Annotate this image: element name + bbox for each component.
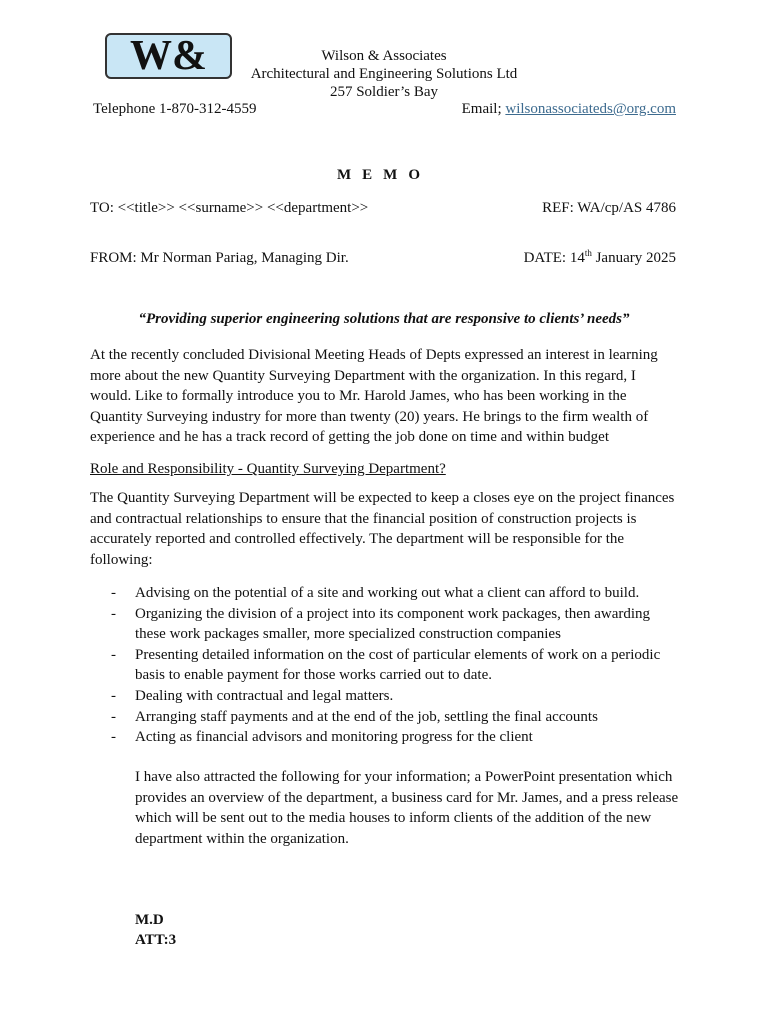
bullet-dash: - [111,605,116,622]
signature-initials: M.D [135,912,164,928]
list-item-text: Dealing with contractual and legal matters. [135,687,394,704]
list-item [90,686,680,707]
intro-paragraph: At the recently concluded Divisional Meeting Heads of Depts expressed an interest in learning more about the new Quantity Surveying Department with the organization. In this regard, I would. Like to formally introduce you to Mr. Harold James, who has been working in the Quantity Surveying industry for more than twenty (20) years. He brings to the firm wealth of experience and he has a track record of getting the job done on time and within budget [90,347,658,446]
date-field [524,249,676,267]
memo-title: MEMO [337,167,431,183]
email-block [462,100,676,118]
company-motto: “Providing superior engineering solutions that are responsive to clients’ needs” [138,311,630,327]
bullet-dash: - [111,708,116,725]
responsibility-list [90,583,680,748]
bullet-dash: - [111,729,116,746]
list-item [90,583,680,604]
signature-block [135,910,176,950]
list-item [90,604,680,645]
ref-field: REF: WA/cp/AS 4786 [542,200,676,216]
section-heading: Role and Responsibility - Quantity Surveying Department? [90,461,446,477]
date-prefix: DATE: 14 [523,250,585,266]
from-field: FROM: Mr Norman Pariag, Managing Dir. [90,250,349,266]
bullet-dash: - [111,687,116,704]
list-item-text: Presenting detailed information on the cost of particular elements of work on a periodic basis to enable payment for those works carried out to date. [135,646,661,684]
list-item [90,645,680,686]
bullet-dash: - [111,646,116,663]
closing-paragraph: I have also attracted the following for your information; a PowerPoint presentation which provides an overview of the department, a business card for Mr. James, and a press release which will be sent out to the media houses to inform clients of the addition of the new department within the organization. [135,769,679,847]
list-item-text: Advising on the potential of a site and working out what a client can afford to build. [135,585,640,601]
email-label: Email; [461,101,502,117]
list-item-text: Arranging staff payments and at the end of the job, settling the final accounts [135,708,598,725]
bullet-dash: - [111,585,116,601]
date-rest: January 2025 [591,250,676,266]
list-item-text: Organizing the division of a project into its component work packages, then awarding these work packages smaller, more specialized construction companies [135,605,651,643]
to-field: TO: <<title>> <<surname>> <<department>> [90,200,369,216]
telephone: Telephone 1-870-312-4559 [93,101,257,117]
list-item-text: Acting as financial advisors and monitoring progress for the client [135,729,533,746]
section-paragraph: The Quantity Surveying Department will be expected to keep a closes eye on the project finances and contractual relationships to ensure that the financial position of construction projects is accurately reported and controlled effectively. The department will be responsible for the following: [90,490,675,568]
company-address: 257 Soldier’s Bay [329,84,439,100]
email-link[interactable]: wilsonassociateds@org.com [505,101,676,117]
company-subtitle: Architectural and Engineering Solutions Ltd [250,66,518,82]
list-item [90,727,680,748]
attachments-count: ATT:3 [135,932,177,948]
company-name: Wilson & Associates [321,48,447,64]
company-logo: W& [105,33,232,79]
list-item [90,707,680,728]
date-suffix: th [584,248,592,258]
letterhead-block [230,47,538,101]
